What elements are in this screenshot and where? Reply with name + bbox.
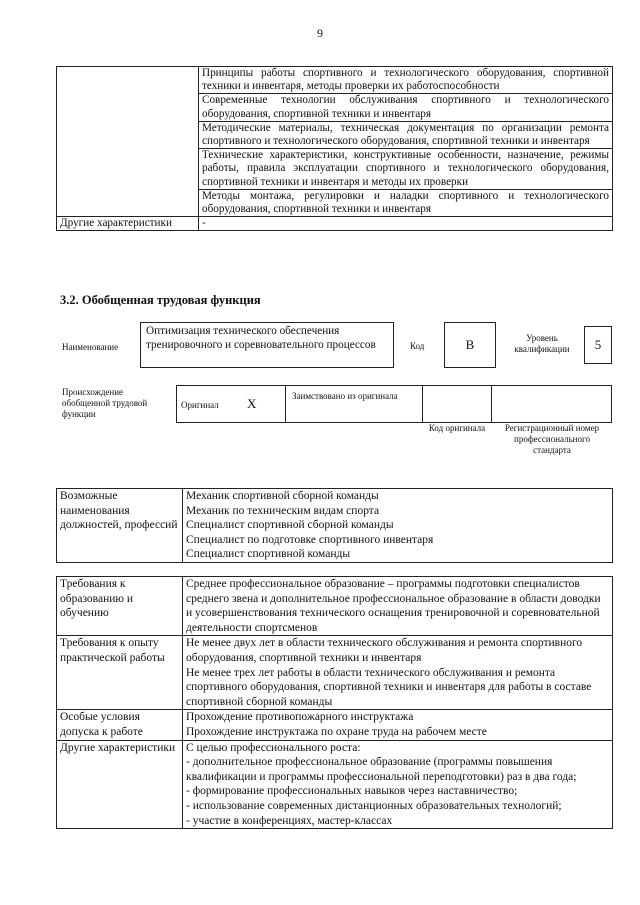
function-name-box: Оптимизация технического обеспечения тренировочного и соревновательного процессов [140,322,394,368]
education-label: Требования к образованию и обучению [57,577,183,636]
other-characteristics-value: - [199,217,613,231]
level-label: Уровень квалификации [514,333,570,354]
other-value [183,740,613,829]
code-caption: Код оригинала [428,423,486,433]
knowledge-label-cell [57,67,199,217]
borrowed-box [285,385,423,423]
experience-item: Не менее трех лет работы в области технического обслуживания и ремонта спортивного оборудования, спортивной техники и инвентаря для работы в составе спортивной сборной команды [186,666,592,708]
admission-item: Прохождение противопожарного инструктажа [186,711,414,724]
original-code-box [422,385,492,423]
other-item: - формирование профессиональных навыков через наставничество; [186,785,518,798]
other-item: С целью профессионального роста: [186,741,361,754]
admission-label: Особые условия допуска к работе [57,710,183,740]
knowledge-row: Технические характеристики, конструктивные особенности, назначение, режимы работы, правила эксплуатации спортивного и технологического оборудования, спортивной техники и инвентаря и методы их проверки [199,149,613,190]
position-item: Механик по техническим видам спорта [186,504,380,517]
code-value-box: B [444,322,496,368]
other-item: - участие в конференциях, мастер-классах [186,814,393,827]
position-item: Механик спортивной сборной команды [186,490,379,502]
code-label: Код [410,341,425,351]
position-item: Специалист спортивной команды [186,548,351,561]
experience-label: Требования к опыту практической работы [57,636,183,710]
original-label: Оригинал [181,400,219,410]
positions-label: Возможные наименования должностей, профессий [57,489,183,563]
level-value-box: 5 [584,326,612,364]
page-number: 9 [317,26,323,40]
borrowed-label: Заимствовано из оригинала [292,391,398,401]
position-item: Специалист по подготовке спортивного инвентаря [186,533,434,546]
name-label: Наименование [62,342,119,352]
position-item: Специалист спортивной сборной команды [186,519,394,532]
knowledge-row: Методы монтажа, регулировки и наладки спортивного и технологического оборудования, спортивной техники и инвентаря [199,189,613,216]
original-mark: X [247,396,257,411]
admission-value [183,710,613,740]
section-heading: 3.2. Обобщенная трудовая функция [60,293,261,307]
registration-caption: Регистрационный номер профессионального стандарта [504,423,600,455]
other-item: - использование современных дистанционных образовательных технологий; [186,799,562,812]
knowledge-row: Современные технологии обслуживания спортивного и технологического оборудования, спортивной техники и инвентаря [199,94,613,121]
registration-number-box [491,385,612,423]
origin-label: Происхождение обобщенной трудовой функции [62,387,148,419]
other-item: - дополнительное профессиональное образование (программы повышения квалификации и программы профессиональной переподготовки) раз в два года; [186,756,577,783]
education-value: Среднее профессиональное образование – программы подготовки специалистов среднего звена и дополнительное профессиональное образование в области доводки и усовершенствования технического оснащения тренировочной и соревновательной деятельности спортсменов [183,577,613,636]
requirements-table [56,576,613,829]
positions-list [183,489,613,563]
original-box [176,385,286,423]
experience-item: Не менее двух лет в области технического обслуживания и ремонта спортивного оборудования, спортивной техники и инвентаря [186,637,583,664]
experience-value [183,636,613,710]
knowledge-table [56,66,613,231]
knowledge-row: Принципы работы спортивного и технологического оборудования, спортивной техники и инвентаря, методы проверки их работоспособности [199,67,613,94]
other-label: Другие характеристики [57,740,183,829]
admission-item: Прохождение инструктажа по охране труда на рабочем месте [186,725,487,738]
knowledge-row: Методические материалы, техническая документация по организации ремонта спортивного и технологического оборудования, спортивной техники и инвентаря [199,121,613,148]
other-characteristics-label: Другие характеристики [57,217,199,231]
positions-table [56,488,613,563]
